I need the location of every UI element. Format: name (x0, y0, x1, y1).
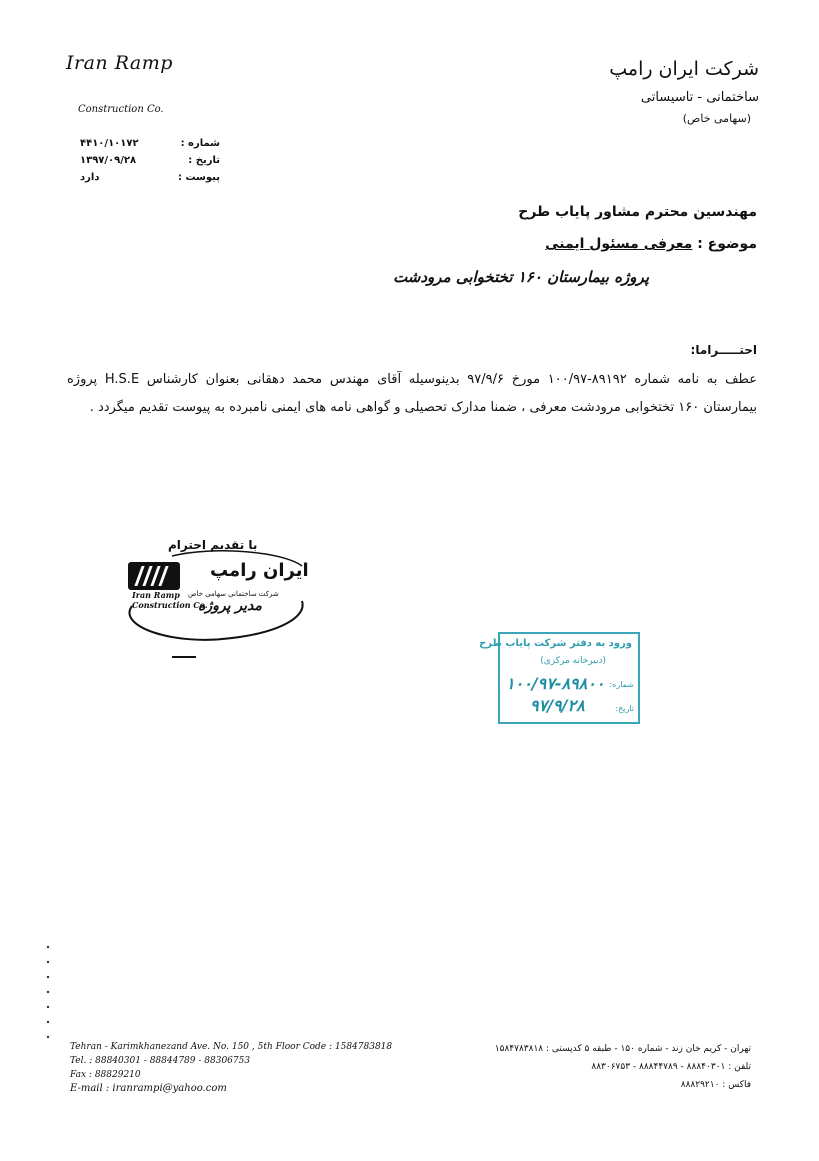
received-date-value: ۹۷/۹/۲۸ (530, 696, 585, 715)
company-legal-form: (سهامی خاص) (682, 112, 751, 125)
meta-number (80, 138, 220, 155)
letter-body: عطف به نامه شماره ۸۹۱۹۲-۱۰۰/۹۷ مورخ ۹۷/۹/۶ بدینوسیله آقای مهندس محمد دهقانی بعنوان کارشناس H.S.E پروژه بیمارستان ۱۶۰ تختخوابی مرودشت معرفی ، ضمنا مدارک تحصیلی و گواهی نامه های ایمنی نامبرده به پیوست تقدیم میگردد . (67, 372, 757, 415)
stamp-brand-line2: Construction Co. (132, 600, 208, 610)
received-stamp-title: ورود به دفتر شرکت پایاب طرح (479, 638, 632, 649)
received-number-label: شماره: (609, 680, 634, 689)
received-stamp (479, 632, 640, 724)
footer-address: Tehran - Karimkhanezand Ave. No. 150 , 5th Floor Code : 1584783818 (70, 1042, 393, 1052)
stamp-brand-line1: Iran Ramp (132, 590, 180, 600)
stamp-company-name: ایران رامپ (210, 560, 309, 581)
footer-email: E-mail : iranrampi@yahoo.com (70, 1083, 227, 1094)
greeting: احتـــــراما: (690, 343, 757, 357)
brand-name: Iran Ramp (66, 52, 173, 74)
meta-number-label: شماره : (180, 138, 220, 149)
meta-attachment-value: دارد (80, 172, 100, 183)
footer-tel: Tel. : 88840301 - 88844789 - 88306753 (70, 1056, 251, 1066)
footer-fax-fa: فاکس : ۸۸۸۲۹۲۱۰ (680, 1080, 751, 1090)
meta-number-value: ۴۴۱۰/۱۰۱۷۲ (80, 138, 139, 149)
margin-dots (44, 942, 52, 1052)
divider (172, 656, 196, 658)
footer-persian (495, 1040, 751, 1094)
project-title: پروژه بیمارستان ۱۶۰ تختخوابی مرودشت (393, 268, 649, 286)
footer-fax: Fax : 88829210 (70, 1070, 141, 1080)
received-stamp-subtitle: (دبیرخانه مرکزی) (540, 656, 606, 666)
signer-title: مدیر پروژه (198, 598, 262, 614)
meta-attachment-label: پیوست : (177, 172, 220, 183)
footer-english (70, 1040, 392, 1096)
subject-line (545, 236, 757, 252)
meta-date-value: ۱۳۹۷/۰۹/۲۸ (80, 155, 137, 166)
received-number-value: ۱۰۰/۹۷-۸۹۸۰۰ (506, 674, 605, 693)
signature-closing: با تقدیم احترام (168, 538, 258, 552)
subject-value: معرفی مسئول ایمنی (545, 236, 693, 252)
letter-meta (80, 138, 220, 189)
meta-date (80, 155, 220, 172)
subject-label: موضوع : (697, 236, 757, 252)
brand-subtitle: Construction Co. (78, 104, 164, 115)
recipient: مهندسین محترم مشاور پایاب طرح (518, 204, 757, 220)
meta-attachment (80, 172, 220, 189)
meta-date-label: تاریخ : (188, 155, 220, 166)
stamp-subtitle: شرکت ساختمانی سهامی خاص (188, 590, 279, 598)
footer-address-fa: تهران - کریم خان زند - شماره ۱۵۰ - طبقه ۵ کدپستی : ۱۵۸۴۷۸۳۸۱۸ (494, 1044, 751, 1054)
company-logo-icon (128, 562, 180, 590)
company-type: ساختمانی - تاسیساتی (640, 90, 759, 105)
company-name: شرکت ایران رامپ (609, 58, 759, 80)
received-date-label: تاریخ: (615, 704, 634, 713)
footer-tel-fa: تلفن : ۸۸۸۴۰۳۰۱ - ۸۸۸۴۴۷۸۹ - ۸۸۳۰۶۷۵۳ (591, 1062, 751, 1072)
